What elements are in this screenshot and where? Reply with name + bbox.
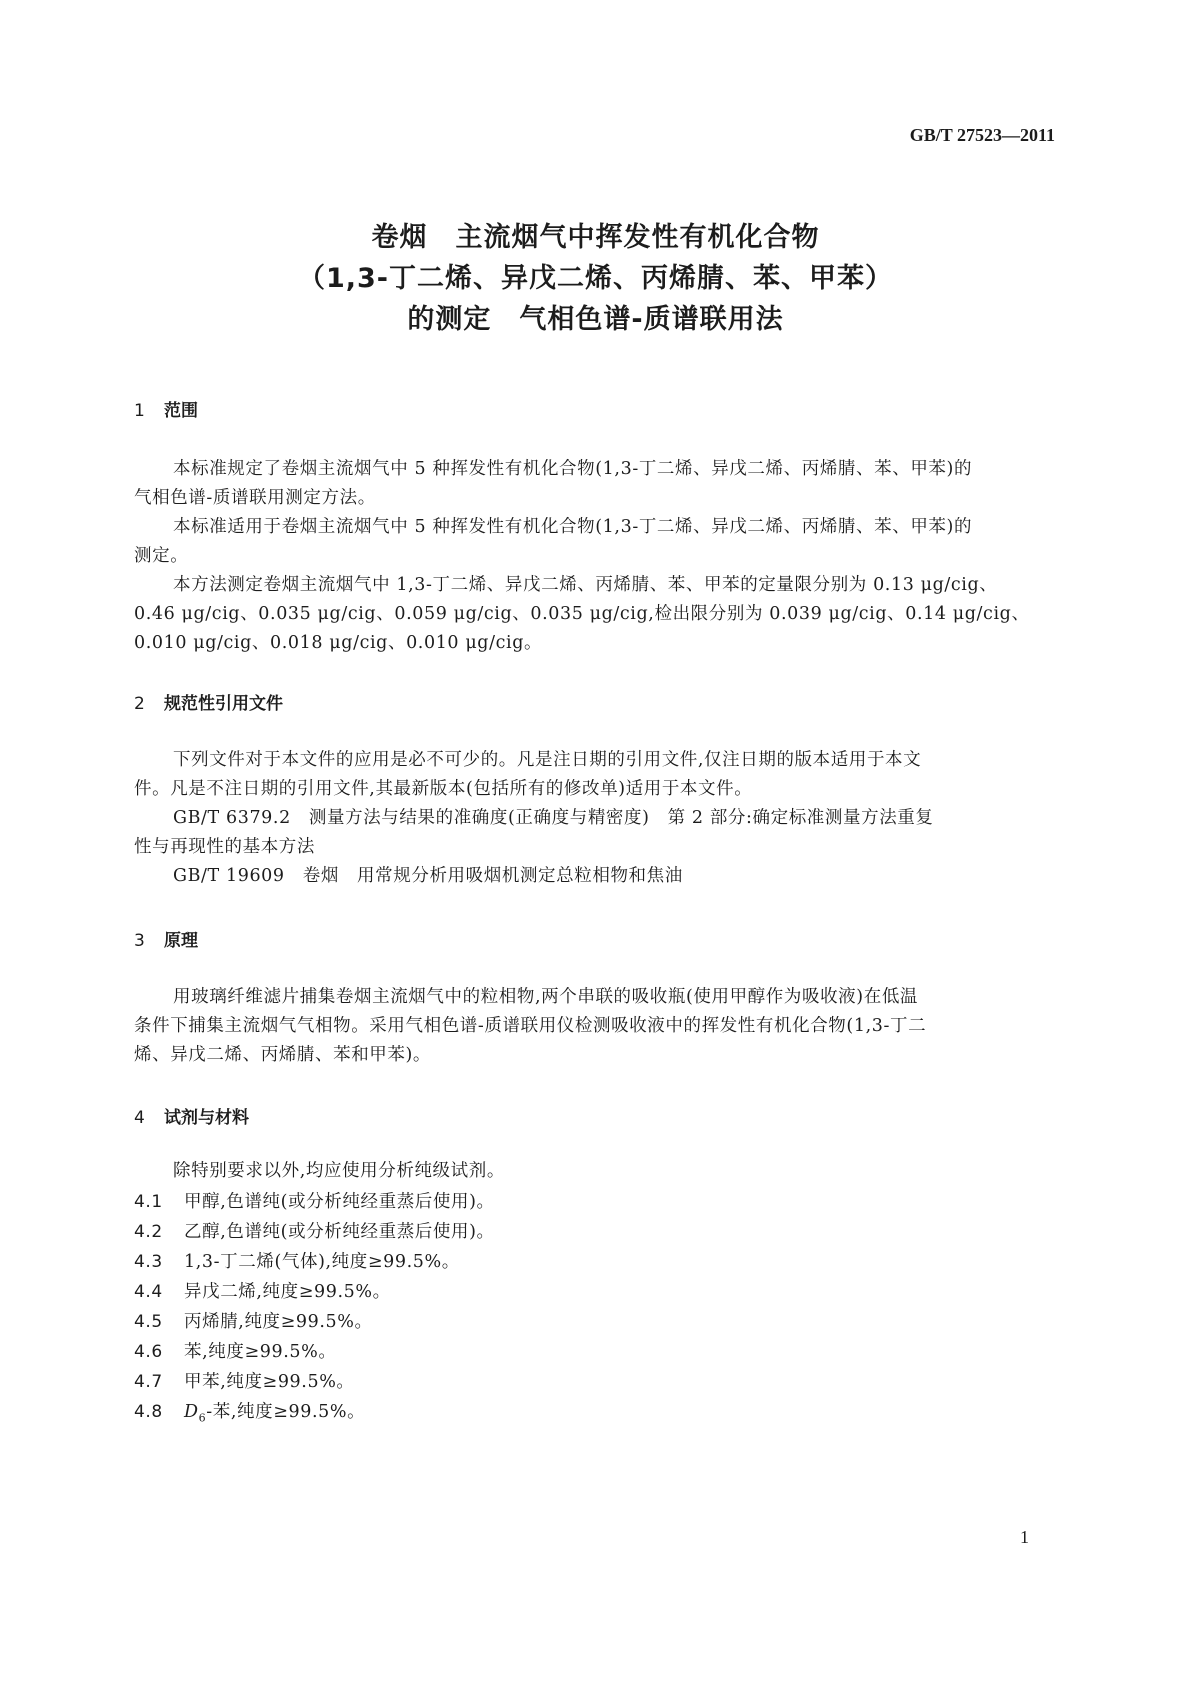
reference-line: GB/T 19609 卷烟 用常规分析用吸烟机测定总粒相物和焦油 xyxy=(173,866,683,886)
list-item xyxy=(134,1278,391,1303)
item-text-prefix: D xyxy=(184,1402,199,1422)
section-heading xyxy=(134,1103,249,1128)
section-heading xyxy=(134,396,198,421)
section-heading xyxy=(134,926,198,951)
list-item xyxy=(134,1188,495,1213)
item-text: 乙醇,色谱纯(或分析纯经重蒸后使用)。 xyxy=(184,1222,495,1242)
item-number: 4.4 xyxy=(134,1282,163,1302)
paragraph-line: 本标准适用于卷烟主流烟气中 5 种挥发性有机化合物(1,3-丁二烯、异戊二烯、丙烯腈、苯、甲苯)的 xyxy=(173,517,973,537)
reference-line: 性与再现性的基本方法 xyxy=(134,837,315,857)
section-heading xyxy=(134,689,283,714)
paragraph-line: 本标准规定了卷烟主流烟气中 5 种挥发性有机化合物(1,3-丁二烯、异戊二烯、丙烯腈、苯、甲苯)的 xyxy=(173,459,973,479)
section-number: 2 xyxy=(134,694,145,714)
item-text-subscript: 6 xyxy=(198,1411,207,1425)
paragraph-line: 测定。 xyxy=(134,546,189,566)
title-line-2: （1,3-丁二烯、异戊二烯、丙烯腈、苯、甲苯） xyxy=(297,263,894,294)
paragraph-line: 烯、异戊二烯、丙烯腈、苯和甲苯)。 xyxy=(134,1045,432,1065)
section-title: 范围 xyxy=(164,401,198,421)
section-title: 原理 xyxy=(164,931,198,951)
title-line-1: 卷烟 主流烟气中挥发性有机化合物 xyxy=(371,222,820,253)
item-number: 4.5 xyxy=(134,1312,163,1332)
item-number: 4.8 xyxy=(134,1402,163,1422)
title-line-3: 的测定 气相色谱-质谱联用法 xyxy=(407,304,784,335)
item-number: 4.6 xyxy=(134,1342,163,1362)
section-number: 1 xyxy=(134,401,145,421)
section-title: 试剂与材料 xyxy=(164,1108,249,1128)
item-text: -苯,纯度≥99.5%。 xyxy=(206,1402,366,1422)
section-number: 3 xyxy=(134,931,145,951)
list-item xyxy=(134,1308,373,1333)
item-text: 丙烯腈,纯度≥99.5%。 xyxy=(184,1312,373,1332)
page-number: 1 xyxy=(1020,1527,1029,1547)
document-code: GB/T 27523—2011 xyxy=(909,125,1055,145)
list-item xyxy=(134,1248,460,1273)
paragraph-line: 条件下捕集主流烟气气相物。采用气相色谱-质谱联用仪检测吸收液中的挥发性有机化合物(1,3-丁二 xyxy=(134,1016,927,1036)
list-item xyxy=(134,1338,336,1363)
paragraph-line: 下列文件对于本文件的应用是必不可少的。凡是注日期的引用文件,仅注日期的版本适用于本文 xyxy=(173,750,922,770)
paragraph-line: 0.010 μg/cig、0.018 μg/cig、0.010 μg/cig。 xyxy=(134,633,543,653)
item-number: 4.3 xyxy=(134,1252,163,1272)
paragraph-line: 0.46 μg/cig、0.035 μg/cig、0.059 μg/cig、0.035 μg/cig,检出限分别为 0.039 μg/cig、0.14 μg/cig、 xyxy=(134,604,1030,624)
paragraph-line: 除特别要求以外,均应使用分析纯级试剂。 xyxy=(173,1161,505,1181)
item-text: 甲苯,纯度≥99.5%。 xyxy=(184,1372,355,1392)
paragraph-line: 件。凡是不注日期的引用文件,其最新版本(包括所有的修改单)适用于本文件。 xyxy=(134,779,753,799)
list-item xyxy=(134,1398,365,1425)
item-text: 1,3-丁二烯(气体),纯度≥99.5%。 xyxy=(184,1252,460,1272)
list-item xyxy=(134,1218,495,1243)
paragraph-line: 用玻璃纤维滤片捕集卷烟主流烟气中的粒相物,两个串联的吸收瓶(使用甲醇作为吸收液)在低温 xyxy=(173,987,919,1007)
item-number: 4.2 xyxy=(134,1222,163,1242)
paragraph-line: 本方法测定卷烟主流烟气中 1,3-丁二烯、异戊二烯、丙烯腈、苯、甲苯的定量限分别为 0.13 μg/cig、 xyxy=(173,575,998,595)
reference-line: GB/T 6379.2 测量方法与结果的准确度(正确度与精密度) 第 2 部分:确定标准测量方法重复 xyxy=(173,808,934,828)
item-text: 苯,纯度≥99.5%。 xyxy=(184,1342,337,1362)
section-title: 规范性引用文件 xyxy=(164,694,283,714)
section-number: 4 xyxy=(134,1108,145,1128)
item-number: 4.1 xyxy=(134,1192,163,1212)
list-item xyxy=(134,1368,355,1393)
paragraph-line: 气相色谱-质谱联用测定方法。 xyxy=(134,488,376,508)
item-text: 异戊二烯,纯度≥99.5%。 xyxy=(184,1282,391,1302)
item-text: 甲醇,色谱纯(或分析纯经重蒸后使用)。 xyxy=(184,1192,495,1212)
item-number: 4.7 xyxy=(134,1372,163,1392)
